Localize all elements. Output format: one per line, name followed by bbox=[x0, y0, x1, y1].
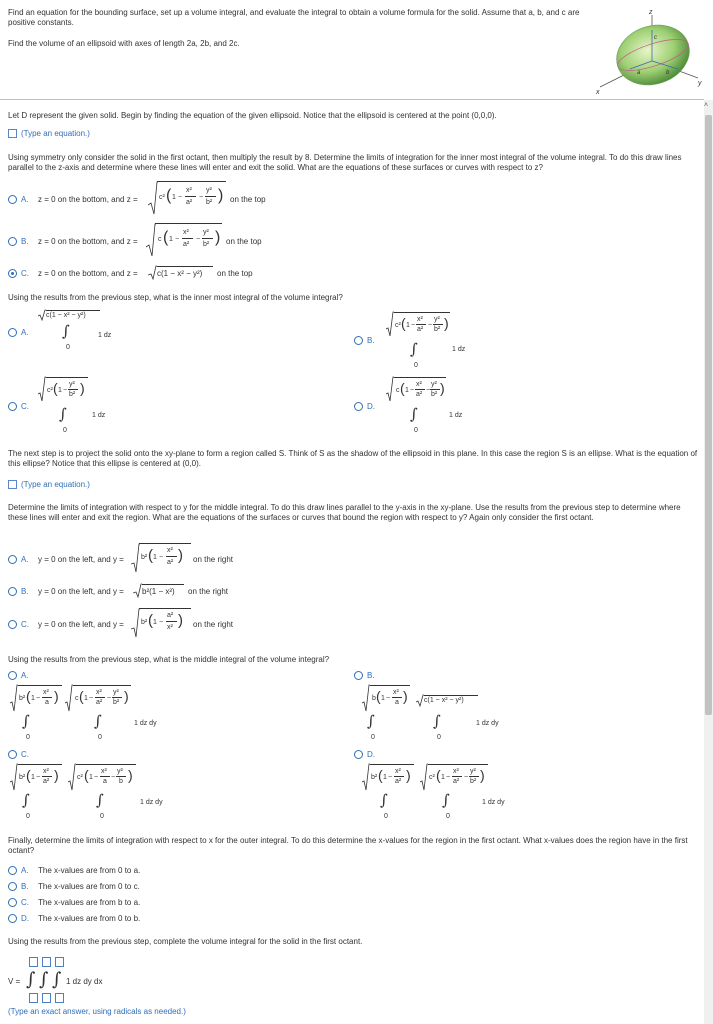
step5-option-c-expression: b² ( 1 − a² x² ) bbox=[131, 608, 191, 638]
step5-text: Determine the limits of integration with respect to y for the middle integral. To do this draw lines parallel to the y-axis in the xy-plane. Use the results from the previous step to determine where these lines will enter and exit the region. What are the equations of the surfaces or curves that bound the region with respect to y? Again only consider the first octant. bbox=[8, 503, 681, 522]
step6-option-c-radio[interactable] bbox=[8, 750, 17, 759]
sqrt-icon bbox=[131, 543, 140, 573]
step2-option-b-letter: B. bbox=[21, 237, 29, 246]
step3-option-b-letter: B. bbox=[367, 336, 375, 345]
upper-limit-inner-input[interactable] bbox=[55, 957, 64, 967]
step5-option-b-radio[interactable] bbox=[8, 587, 17, 596]
step7-option-c-text: The x-values are from b to a. bbox=[38, 898, 141, 907]
sqrt-icon bbox=[38, 376, 46, 402]
integral-sign: ∫ bbox=[380, 791, 388, 809]
volume-differential: 1 dz dy dx bbox=[66, 977, 103, 986]
step5-option-a-radio[interactable] bbox=[8, 555, 17, 564]
step6-text: Using the results from the previous step, what is the middle integral of the volume integral? bbox=[8, 655, 330, 664]
step7-option-b-radio[interactable] bbox=[8, 882, 17, 891]
integral-sign: ∫ bbox=[367, 712, 375, 730]
volume-prefix: V = bbox=[8, 977, 21, 986]
step1-text: Let D represent the given solid. Begin by finding the equation of the given ellipsoid. Notice that the ellipsoid is centered at the point (0,0,0). bbox=[8, 111, 497, 120]
step5-option-a-letter: A. bbox=[21, 555, 29, 564]
b-label: b bbox=[666, 70, 670, 76]
c-label: c bbox=[654, 35, 657, 41]
integral-sign: ∫ bbox=[94, 712, 102, 730]
sqrt-icon bbox=[146, 223, 156, 257]
scrollbar-thumb[interactable] bbox=[705, 115, 712, 715]
integral-sign: ∫ bbox=[96, 791, 104, 809]
instructions: Find an equation for the bounding surface, set up a volume integral, and evaluate the integral to obtain a volume formula for the solid. Assume that a, b, and c are positive constants. bbox=[8, 8, 580, 27]
step5-option-a-suffix: on the right bbox=[193, 555, 234, 564]
step3-option-a-radio[interactable] bbox=[8, 328, 17, 337]
step3-option-c-integral: c² ( 1 − y² b² ) ∫ 0 1 dz bbox=[38, 376, 138, 440]
sqrt-icon bbox=[386, 311, 394, 337]
integral-sign: ∫ bbox=[22, 791, 30, 809]
upper-limit-outer-input[interactable] bbox=[29, 957, 38, 967]
step2-option-a-letter: A. bbox=[21, 195, 29, 204]
step2-option-a-suffix: on the top bbox=[230, 195, 266, 204]
sqrt-icon bbox=[148, 181, 158, 215]
step2-option-a-text: z = 0 on the bottom, and z = bbox=[38, 195, 138, 204]
step5-option-c-radio[interactable] bbox=[8, 620, 17, 629]
step6-option-b-radio[interactable] bbox=[354, 671, 363, 680]
step3-option-d-integral: c ( 1 − x² a² − y² b² ) ∫ 0 1 dz bbox=[386, 376, 486, 440]
integral-sign: ∫ bbox=[59, 405, 67, 423]
step6-option-c-letter: C. bbox=[21, 750, 29, 759]
lower-limit-inner-input[interactable] bbox=[55, 993, 64, 1003]
step2-option-a-radio[interactable] bbox=[8, 195, 17, 204]
step3-option-b-integral: c² ( 1 − x² a² − y² b² ) ∫ 0 1 dz bbox=[386, 311, 486, 375]
scroll-up-icon[interactable]: ˄ bbox=[704, 102, 709, 109]
step5-option-b-expression: b²(1 − x²) bbox=[142, 587, 175, 596]
y-label: y bbox=[698, 80, 702, 87]
step6-option-d-letter: D. bbox=[367, 750, 375, 759]
divider bbox=[0, 99, 704, 100]
sqrt-icon bbox=[10, 763, 18, 791]
step3-option-a-letter: A. bbox=[21, 328, 29, 337]
step7-option-b-letter: B. bbox=[21, 882, 29, 891]
integral-sign: ∫ bbox=[22, 712, 30, 730]
step6-option-b-letter: B. bbox=[367, 671, 375, 680]
step3-option-c-radio[interactable] bbox=[8, 402, 17, 411]
sqrt-icon bbox=[131, 608, 140, 638]
integral-sign: ∫ bbox=[52, 969, 62, 990]
sqrt-icon bbox=[362, 684, 370, 712]
step6-option-d-integral: b² ( 1 − x² a² ) c² ( 1 − x² a² − y² b² ) ∫ 0 ∫ 0 1 dz dy bbox=[362, 763, 532, 823]
lower-limit-outer-input[interactable] bbox=[29, 993, 38, 1003]
step2-option-c-expression: c(1 − x² − y²) bbox=[157, 269, 203, 278]
step8-text: Using the results from the previous step, complete the volume integral for the solid in the first octant. bbox=[8, 937, 363, 946]
integral-sign: ∫ bbox=[62, 322, 70, 340]
step2-option-b-suffix: on the top bbox=[226, 237, 262, 246]
step7-option-a-letter: A. bbox=[21, 866, 29, 875]
equation-answer-box-1[interactable] bbox=[8, 129, 17, 138]
step5-option-a-expression: b² ( 1 − x² a² ) bbox=[131, 543, 191, 573]
step2-option-c-suffix: on the top bbox=[217, 269, 253, 278]
integral-sign: ∫ bbox=[410, 405, 418, 423]
step6-option-a-letter: A. bbox=[21, 671, 29, 680]
sqrt-icon bbox=[68, 763, 76, 791]
sqrt-icon bbox=[38, 309, 46, 321]
step5-option-b-letter: B. bbox=[21, 587, 29, 596]
step7-text: Finally, determine the limits of integration with respect to x for the outer integral. To do this determine the x-values for the region in the first octant. What x-values does the region have in the first octant? bbox=[8, 836, 688, 855]
step2-option-b-radio[interactable] bbox=[8, 237, 17, 246]
step3-option-b-radio[interactable] bbox=[354, 336, 363, 345]
hint-exact-answer: (Type an exact answer, using radicals as needed.) bbox=[8, 1007, 186, 1016]
z-label: z bbox=[649, 9, 653, 16]
paren-open: ( bbox=[166, 187, 172, 204]
step5-option-c-suffix: on the right bbox=[193, 620, 234, 629]
sqrt-icon bbox=[65, 684, 73, 712]
ellipsoid-figure bbox=[590, 5, 705, 95]
step2-text: Using symmetry only consider the solid in the first octant, then multiply the result by 8. Determine the limits of integration for the inner most integral of the volume integral. To do this draw lines parallel to the z-axis and determine where these lines will enter and exit the solid. What are the equations of these surfaces or curves with respect to z? bbox=[8, 153, 682, 172]
step2-option-b-expression: c ( 1 − x² a² − y² b² ) bbox=[146, 223, 222, 257]
step5-option-c-letter: C. bbox=[21, 620, 29, 629]
step7-option-d-radio[interactable] bbox=[8, 914, 17, 923]
step5-option-c-text: y = 0 on the left, and y = bbox=[38, 620, 124, 629]
step5-option-b-suffix: on the right bbox=[188, 587, 229, 596]
step2-option-c-radio[interactable] bbox=[8, 269, 17, 278]
step5-option-b-text: y = 0 on the left, and y = bbox=[38, 587, 124, 596]
step3-option-d-letter: D. bbox=[367, 402, 375, 411]
lower-limit-middle-input[interactable] bbox=[42, 993, 51, 1003]
step4-text: The next step is to project the solid onto the xy-plane to form a region called S. Think of S as the shadow of the ellipsoid in this plane. In this case the region S is an ellipse. What is the equation of this ellipse? Notice that this ellipse is centered at (0,0). bbox=[8, 449, 698, 468]
ellipsoid-surface bbox=[609, 16, 697, 94]
step6-option-d-radio[interactable] bbox=[354, 750, 363, 759]
step2-option-b-text: z = 0 on the bottom, and z = bbox=[38, 237, 138, 246]
step7-option-d-letter: D. bbox=[21, 914, 29, 923]
step6-option-a-integral: b² ( 1 − x² a ) c ( 1 − x² a² − y² b² ) ∫ 0 ∫ 0 1 dz dy bbox=[10, 684, 170, 744]
hint-type-equation-1: (Type an equation.) bbox=[21, 129, 90, 138]
upper-limit-middle-input[interactable] bbox=[42, 957, 51, 967]
sqrt-icon bbox=[416, 694, 424, 707]
sqrt-icon bbox=[148, 265, 157, 280]
step6-option-c-integral: b² ( 1 − x² a² ) c² ( 1 − x² a − y² b ) ∫ 0 ∫ 0 1 dz dy bbox=[10, 763, 180, 823]
step7-option-c-letter: C. bbox=[21, 898, 29, 907]
a-label: a bbox=[637, 70, 641, 76]
step2-option-c-letter: C. bbox=[21, 269, 29, 278]
paren-close: ) bbox=[218, 187, 224, 204]
sqrt-icon bbox=[386, 376, 394, 402]
step5-option-a-text: y = 0 on the left, and y = bbox=[38, 555, 124, 564]
sqrt-icon bbox=[10, 684, 18, 712]
integral-sign: ∫ bbox=[26, 969, 36, 990]
step3-option-d-radio[interactable] bbox=[354, 402, 363, 411]
step2-option-a-expression: c² ( 1 − x² a² − y² b² ) bbox=[148, 181, 226, 215]
hint-type-equation-2: (Type an equation.) bbox=[21, 480, 90, 489]
sqrt-icon bbox=[362, 763, 370, 791]
step3-option-c-letter: C. bbox=[21, 402, 29, 411]
sqrt-icon bbox=[133, 583, 142, 598]
question-text: Find the volume of an ellipsoid with axes of length 2a, 2b, and 2c. bbox=[8, 39, 240, 48]
step7-option-d-text: The x-values are from 0 to b. bbox=[38, 914, 141, 923]
step7-option-a-text: The x-values are from 0 to a. bbox=[38, 866, 141, 875]
step2-option-c-text: z = 0 on the bottom, and z = bbox=[38, 269, 138, 278]
equation-answer-box-2[interactable] bbox=[8, 480, 17, 489]
sqrt-icon bbox=[420, 763, 428, 791]
integral-sign: ∫ bbox=[39, 969, 49, 990]
integral-sign: ∫ bbox=[442, 791, 450, 809]
step7-option-b-text: The x-values are from 0 to c. bbox=[38, 882, 140, 891]
step6-option-b-integral: b ( 1 − x² a ) c(1 − x² − y²) ∫ 0 ∫ 0 1 dz dy bbox=[362, 684, 532, 744]
step7-option-a-radio[interactable] bbox=[8, 866, 17, 875]
integral-sign: ∫ bbox=[410, 340, 418, 358]
step3-option-a-integral: c(1 − x² − y²) ∫ 0 1 dz bbox=[38, 309, 128, 357]
x-label: x bbox=[596, 89, 600, 95]
step3-text: Using the results from the previous step, what is the inner most integral of the volume integral? bbox=[8, 293, 343, 302]
integral-sign: ∫ bbox=[433, 712, 441, 730]
step7-option-c-radio[interactable] bbox=[8, 898, 17, 907]
step6-option-a-radio[interactable] bbox=[8, 671, 17, 680]
